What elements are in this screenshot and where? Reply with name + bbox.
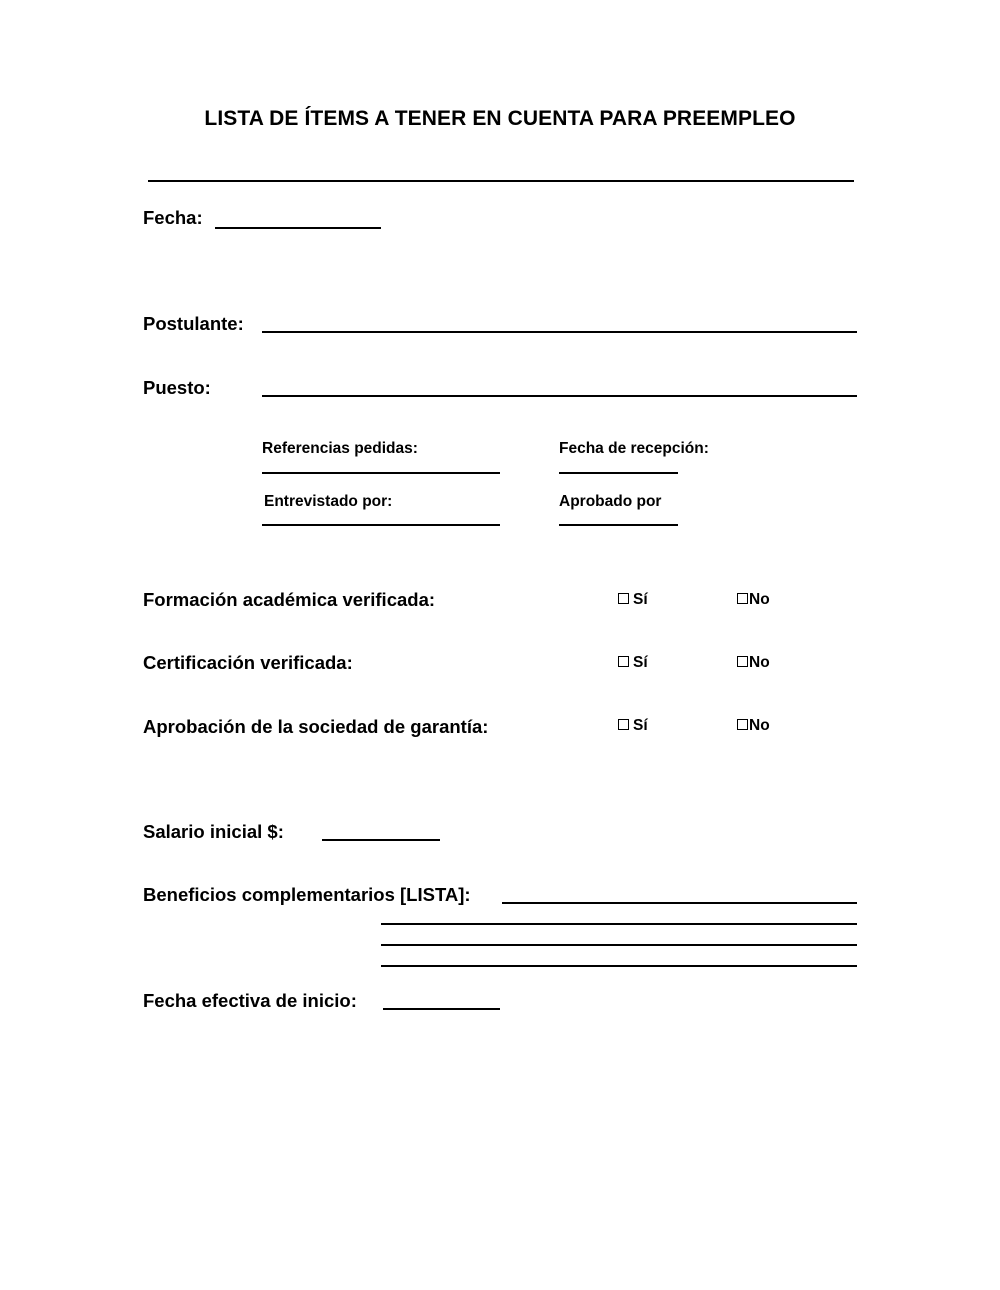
fecha-inicio-field[interactable] <box>383 1008 500 1010</box>
fecha-recepcion-field[interactable] <box>559 472 678 474</box>
salario-field[interactable] <box>322 839 440 841</box>
checkbox-icon <box>737 593 748 604</box>
yes-label: Sí <box>633 654 648 671</box>
verification-no-certificacion[interactable] <box>737 653 770 673</box>
checkbox-icon <box>737 719 748 730</box>
beneficios-field-line-2[interactable] <box>381 923 857 925</box>
title-divider <box>148 180 854 182</box>
postulante-field[interactable] <box>262 331 857 333</box>
fecha-field[interactable] <box>215 227 381 229</box>
verification-yes-certificacion[interactable] <box>618 653 648 673</box>
aprobado-field[interactable] <box>559 524 678 526</box>
postulante-label: Postulante: <box>143 313 244 334</box>
checkbox-icon <box>618 719 629 730</box>
verification-yes-formacion[interactable] <box>618 590 648 610</box>
salario-label: Salario inicial $: <box>143 821 284 842</box>
fecha-recepcion-label: Fecha de recepción: <box>559 440 709 457</box>
entrevistado-label: Entrevistado por: <box>264 493 393 510</box>
beneficios-label: Beneficios complementarios [LISTA]: <box>143 884 471 905</box>
verification-yes-garantia[interactable] <box>618 716 648 736</box>
document-title: LISTA DE ÍTEMS A TENER EN CUENTA PARA PREEMPLEO <box>204 107 796 130</box>
yes-label: Sí <box>633 591 648 608</box>
beneficios-field-line-4[interactable] <box>381 965 857 967</box>
no-label: No <box>749 654 770 671</box>
fecha-label: Fecha: <box>143 207 203 228</box>
beneficios-field-line-3[interactable] <box>381 944 857 946</box>
verification-label-formacion: Formación académica verificada: <box>143 589 436 610</box>
checkbox-icon <box>737 656 748 667</box>
checkbox-icon <box>618 593 629 604</box>
verification-label-certificacion: Certificación verificada: <box>143 652 353 673</box>
yes-label: Sí <box>633 717 648 734</box>
verification-label-garantia: Aprobación de la sociedad de garantía: <box>143 716 489 737</box>
checkbox-icon <box>618 656 629 667</box>
beneficios-field-line-1[interactable] <box>502 902 857 904</box>
no-label: No <box>749 591 770 608</box>
no-label: No <box>749 717 770 734</box>
aprobado-label: Aprobado por <box>559 493 662 510</box>
puesto-label: Puesto: <box>143 377 211 398</box>
verification-no-formacion[interactable] <box>737 590 770 610</box>
referencias-label: Referencias pedidas: <box>262 440 418 457</box>
puesto-field[interactable] <box>262 395 857 397</box>
fecha-inicio-label: Fecha efectiva de inicio: <box>143 990 357 1011</box>
entrevistado-field[interactable] <box>262 524 500 526</box>
referencias-field[interactable] <box>262 472 500 474</box>
verification-no-garantia[interactable] <box>737 716 770 736</box>
